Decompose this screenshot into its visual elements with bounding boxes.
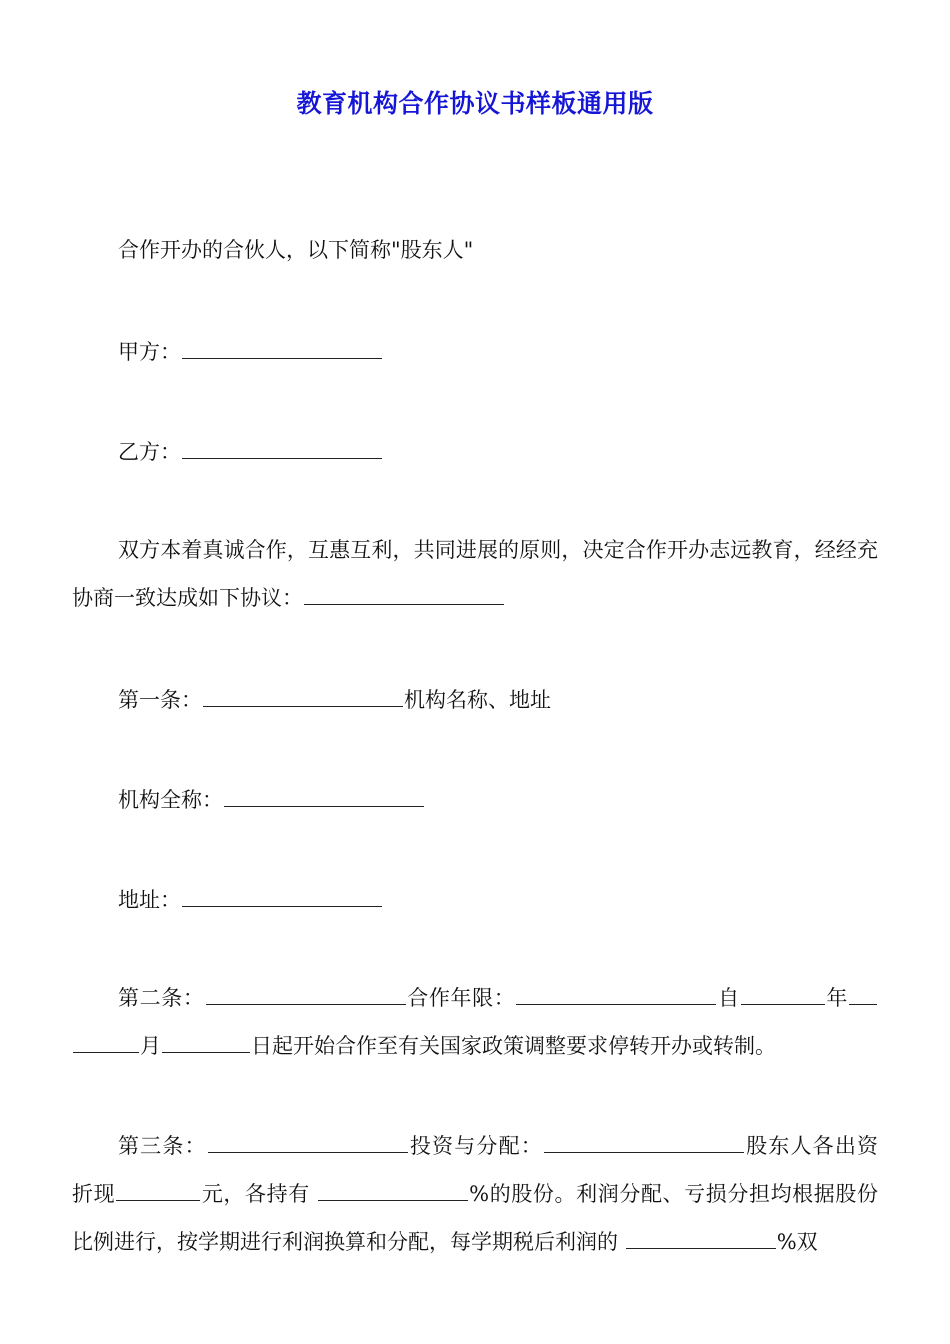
profit-percent-blank	[626, 1247, 776, 1249]
article-3-title: 投资与分配：	[408, 1134, 543, 1158]
purpose-blank	[304, 603, 504, 605]
investment-blank	[544, 1151, 744, 1153]
org-name-line	[72, 776, 878, 824]
article-3-text-1: 股东人各出资折现	[72, 1134, 879, 1206]
party-a-line	[72, 328, 878, 376]
article-3-blank	[208, 1151, 408, 1153]
month-blank-a	[849, 1003, 877, 1005]
article-3-label: 第三条：	[118, 1134, 207, 1158]
address-label: 地址：	[118, 888, 181, 912]
article-1-label: 第一条：	[118, 688, 202, 712]
purpose-text: 双方本着真诚合作，互惠互利，共同进展的原则，决定合作开办志远教育，经经充协商一致达成如下协议：	[72, 538, 878, 610]
article-3-text-2: 元，各持有	[201, 1182, 310, 1206]
article-3-text-3: %的股份。利润分配、亏损分担均根据股份比例进行，按学期进行利润换算和分配，每学期税后利润的	[72, 1182, 878, 1254]
document-title: 教育机构合作协议书样板通用版	[296, 89, 654, 118]
share-blank	[318, 1199, 468, 1201]
day-blank	[162, 1051, 250, 1053]
article-1-line	[72, 676, 878, 724]
purpose-paragraph	[72, 526, 878, 622]
amount-blank	[116, 1199, 200, 1201]
intro-paragraph	[72, 226, 878, 274]
article-2-title: 合作年限：	[406, 986, 516, 1010]
address-blank	[182, 905, 382, 907]
article-1-blank	[203, 705, 403, 707]
party-b-label: 乙方：	[118, 440, 181, 464]
year-text: 年	[825, 986, 849, 1010]
article-2-label: 第二条：	[118, 986, 205, 1010]
article-2-blank	[206, 1003, 406, 1005]
month-blank-b	[73, 1051, 139, 1053]
article-2-paragraph	[72, 974, 878, 1070]
article-2-rest: 日起开始合作至有关国家政策调整要求停转开办或转制。	[251, 1034, 776, 1058]
year-blank	[741, 1003, 825, 1005]
address-line	[72, 876, 878, 924]
article-3-text-4: %双	[776, 1230, 818, 1254]
org-name-blank	[224, 805, 424, 807]
from-text: 自	[717, 986, 740, 1010]
party-b-line	[72, 428, 878, 476]
party-b-blank	[182, 457, 382, 459]
article-3-paragraph	[72, 1122, 878, 1266]
party-a-label: 甲方：	[118, 340, 181, 364]
article-1-title: 机构名称、地址	[404, 688, 551, 712]
party-a-blank	[182, 357, 382, 359]
org-name-label: 机构全称：	[118, 788, 223, 812]
term-blank	[516, 1003, 716, 1005]
intro-text: 合作开办的合伙人，以下简称"股东人"	[118, 238, 474, 262]
month-text: 月	[140, 1034, 161, 1058]
